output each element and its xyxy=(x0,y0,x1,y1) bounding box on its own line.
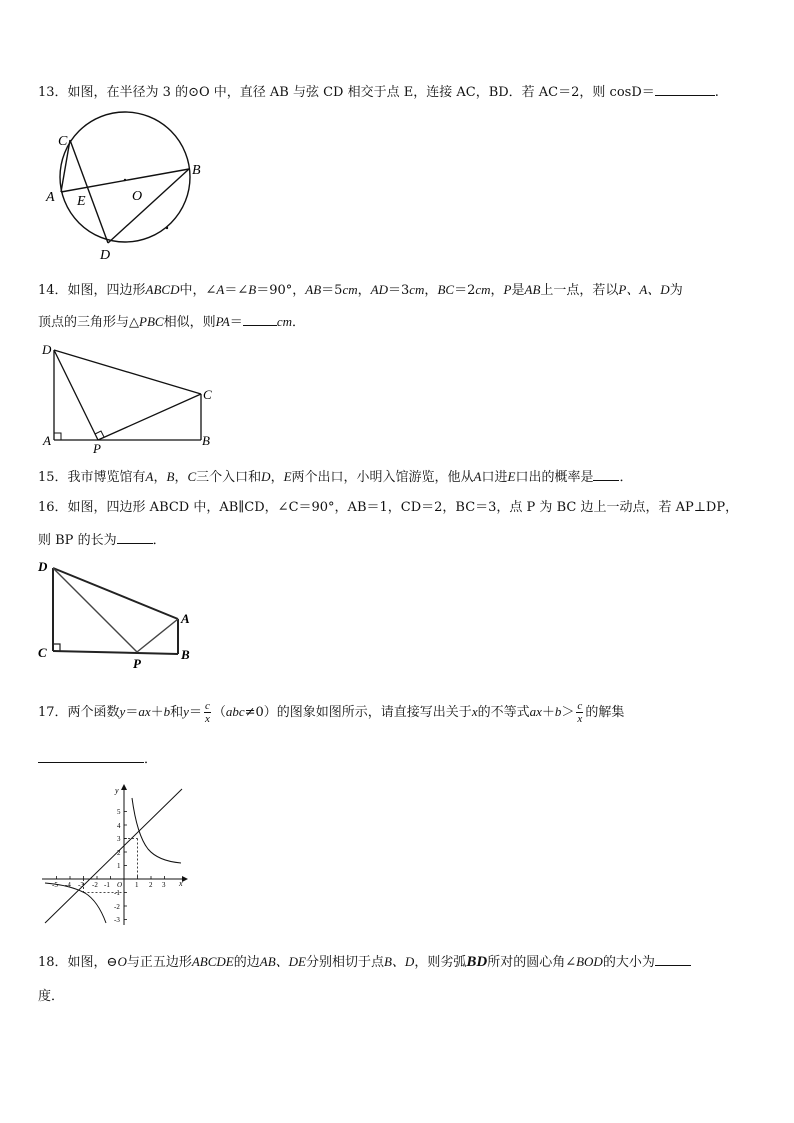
q13-circle-figure xyxy=(40,110,205,263)
q17-x-label: x xyxy=(179,879,183,888)
q14-line2: 顶点的三角形与△PBC相似，则PA＝ cm． xyxy=(38,314,305,330)
q17-y-tick-neg2: -2 xyxy=(114,903,120,911)
q13-arc-dot xyxy=(166,227,168,229)
q17-y-tick-4: 4 xyxy=(117,822,121,830)
q13-text: 13．如图，在半径为 3 的⊙O 中，直径 AB 与弦 CD 相交于点 E，连接 AC，BD．若 AC＝2，则 cosD＝ . xyxy=(38,85,719,100)
q17-x-tick-1: 1 xyxy=(135,881,139,889)
q15-text: 15．我市博览馆有A，B，C三个入口和D，E两个出口，小明入馆游览，他从A口进E口出的概率是 ． xyxy=(38,469,633,485)
q13-label-a: A xyxy=(46,190,55,205)
q17-y-tick-5: 5 xyxy=(117,808,121,816)
q14-segment-pc xyxy=(98,394,201,440)
q17-x-tick-neg1: -1 xyxy=(104,881,110,889)
q16-label-b: B xyxy=(181,647,190,662)
q13-label-d: D xyxy=(100,248,111,263)
q13-label-e: E xyxy=(77,194,86,209)
q17-origin-label: O xyxy=(117,881,123,889)
q17-answer-line: ． xyxy=(38,750,157,769)
q13-label-b: B xyxy=(192,163,201,178)
q13-circle xyxy=(60,112,190,242)
q17-y-tick-1: 1 xyxy=(117,862,121,870)
q13-center-dot xyxy=(124,179,126,181)
q17-graph-figure xyxy=(40,783,190,928)
q16-label-p: P xyxy=(133,656,141,671)
q14-right-angle-a xyxy=(54,433,61,440)
q16-side-cb xyxy=(53,651,178,654)
q13-label-c: C xyxy=(58,134,68,149)
q15-answer-blank[interactable] xyxy=(593,468,619,481)
q18-answer-blank[interactable] xyxy=(655,953,691,966)
q17-x-tick-2: 2 xyxy=(149,881,153,889)
q17-y-tick-neg1: -1 xyxy=(114,889,120,897)
q14-label-p: P xyxy=(93,441,101,456)
q14-label-d: D xyxy=(42,342,52,357)
q16-line2: 则 BP 的长为 ． xyxy=(38,533,166,548)
q14-label-b: B xyxy=(202,433,210,448)
q17-x-tick-neg4: -4 xyxy=(65,881,71,889)
q14-quadrilateral-figure xyxy=(40,340,220,455)
q17-x-tick-neg5: -5 xyxy=(52,881,58,889)
q16-line1: 16．如图，四边形 ABCD 中，AB∥CD，∠C＝90°，AB＝1，CD＝2，BC＝3，点 P 为 BC 边上一动点，若 AP⊥DP， xyxy=(38,500,739,515)
q18-line1: 18．如图，⊖O与正五边形ABCDE的边AB、DE分别相切于点B、D，则劣弧BD所对的圆心角∠BOD的大小为 xyxy=(38,953,691,972)
q16-quadrilateral-figure xyxy=(36,558,206,673)
q16-label-d: D xyxy=(38,559,48,574)
q17-hyperbola-branch-left xyxy=(45,883,106,923)
q14-segment-dp xyxy=(54,350,98,440)
q17-y-label: y xyxy=(115,786,119,795)
q17-text: 17．两个函数y＝ax＋b和y＝ $\frac{c}{x}$ （abc≠0）的图象如图所示，请直接写出关于x的不等式ax＋b＞ $\frac{c}{x}$ 的解集 xyxy=(38,700,625,725)
q16-segment-pa xyxy=(137,619,178,652)
q17-answer-blank[interactable] xyxy=(38,750,144,763)
q17-x-tick-neg2: -2 xyxy=(92,881,98,889)
q14-side-dc xyxy=(54,350,201,394)
q17-y-tick-2: 2 xyxy=(117,849,121,857)
q17-y-tick-neg3: -3 xyxy=(114,916,120,924)
q14-answer-blank[interactable] xyxy=(243,313,277,326)
q13-chord-cd xyxy=(70,140,108,243)
q16-answer-blank[interactable] xyxy=(117,531,153,544)
q16-right-angle-c xyxy=(53,644,60,651)
q17-fraction-c-over-x: $\frac{c}{x}$ xyxy=(204,700,210,725)
q17-x-tick-neg3: -3 xyxy=(78,881,84,889)
q13-chord-bd xyxy=(108,169,189,243)
q13-answer-blank[interactable] xyxy=(655,83,715,96)
q16-label-a: A xyxy=(181,611,190,626)
q17-y-tick-3: 3 xyxy=(117,835,121,843)
q16-label-c: C xyxy=(38,645,47,660)
q18-line2: 度． xyxy=(38,989,65,1004)
q17-hyperbola-branch-right xyxy=(132,798,181,863)
q16-segment-dp xyxy=(53,568,137,652)
q13-label-o: O xyxy=(132,189,143,204)
q14-line1: 14．如图，四边形ABCD中，∠A＝∠B＝90°，AB＝5cm，AD＝3cm，BC＝2cm，P是AB上一点，若以P、A、D为 xyxy=(38,282,683,298)
q17-x-tick-3: 3 xyxy=(162,881,166,889)
q18-arc-bd: BD xyxy=(466,954,488,970)
q17-ticks xyxy=(57,812,165,920)
q14-label-c: C xyxy=(203,387,212,402)
q14-label-a: A xyxy=(43,433,51,448)
q17-fraction-c-over-x-2: $\frac{c}{x}$ xyxy=(577,700,583,725)
q16-side-da xyxy=(53,568,178,619)
